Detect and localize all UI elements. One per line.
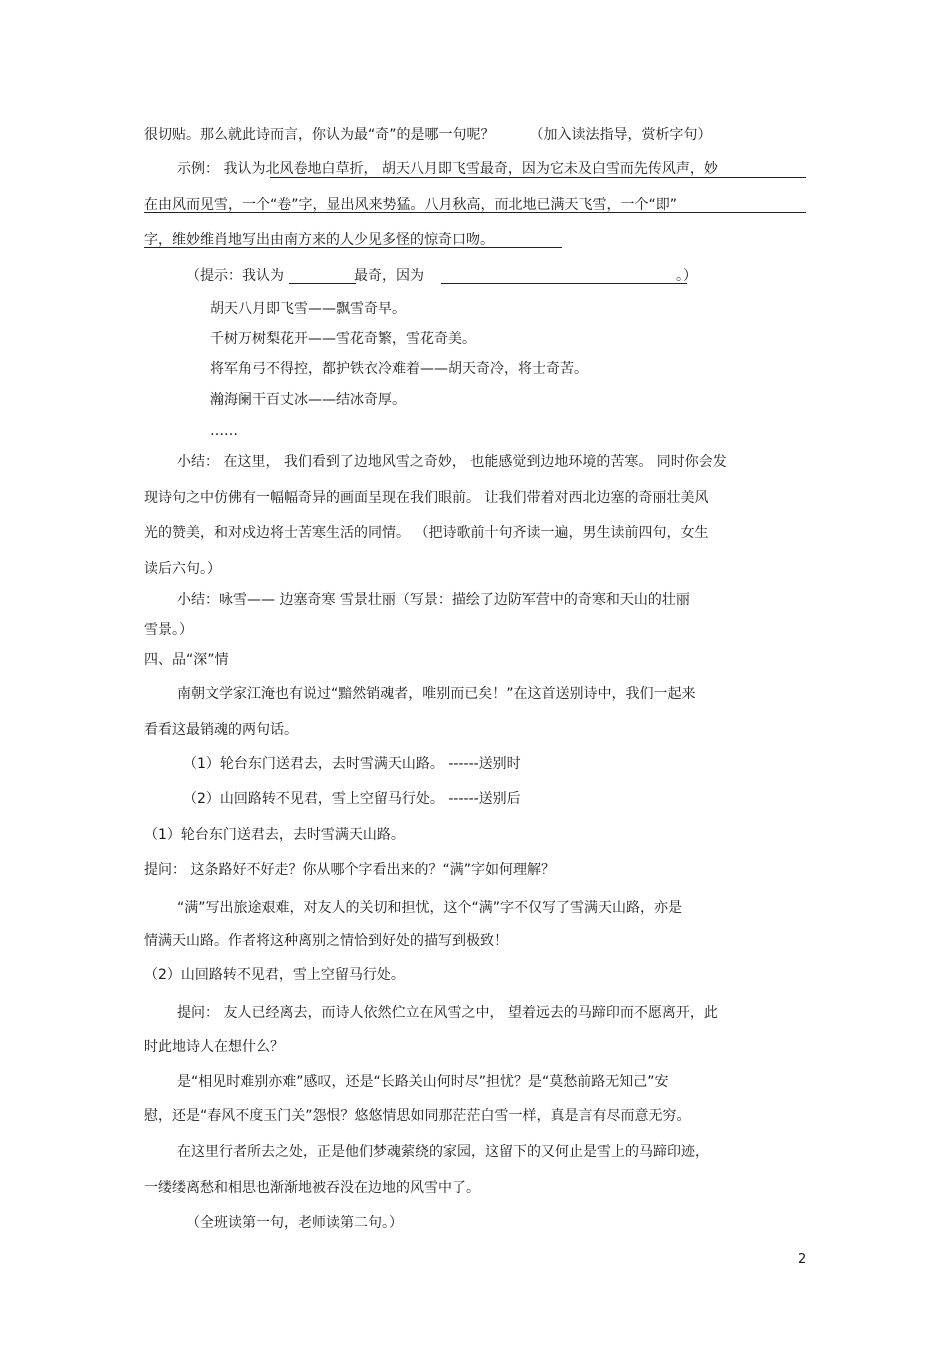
blank-line <box>289 283 356 284</box>
text-line: 看看这最销魂的两句话。 <box>144 722 298 738</box>
text-line: （2）山回路转不见君，雪上空留马行处。 ------送别后 <box>183 791 521 807</box>
text-line: 提问： 友人已经离去，而诗人依然伫立在风雪之中， 望着远去的马蹄印而不愿离开，此 <box>177 1005 718 1021</box>
text-line: 现诗句之中仿佛有一幅幅奇异的画面呈现在我们眼前。 让我们带着对西北边塞的奇丽壮美风 <box>144 490 709 506</box>
text-line: 慰，还是“春风不度玉门关”怨恨？悠悠情思如同那茫茫白雪一样，真是言有尽而意无穷。 <box>144 1108 691 1124</box>
text-line: （1）轮台东门送君去，去时雪满天山路。 <box>144 827 405 843</box>
text-line: 小结：咏雪—— 边塞奇寒 雪景壮丽（写景：描绘了边防军营中的奇寒和天山的壮丽 <box>177 592 690 608</box>
text-line: 南朝文学家江淹也有说过“黯然销魂者，唯别而已矣！”在这首送别诗中，我们一起来 <box>177 686 696 702</box>
text-line: 千树万树梨花开——雪花奇繁，雪花奇美。 <box>210 331 476 347</box>
text-line: （2）山回路转不见君，雪上空留马行处。 <box>144 967 405 983</box>
text-line: …… <box>210 423 238 439</box>
text-line: 在由风而见雪，一个“卷”字，显出风来势猛。八月秋高，而北地已满天飞雪，一个“即” <box>144 197 678 213</box>
section-heading: 四、品“深”情 <box>144 652 229 668</box>
text-line: （全班读第一句，老师读第二句。） <box>186 1215 403 1231</box>
text-line: （1）轮台东门送君去，去时雪满天山路。 ------送别时 <box>183 756 521 772</box>
underline <box>144 247 562 248</box>
text-line: 提问： 这条路好不好走？你从哪个字看出来的？“满”字如何理解？ <box>144 862 555 878</box>
text-line: 光的赞美，和对戍边将士苦寒生活的同情。 （把诗歌前十句齐读一遍，男生读前四句，女生 <box>144 525 709 541</box>
text-line: （提示：我认为 最奇，因为 。） <box>186 268 697 284</box>
page-number: 2 <box>798 1252 807 1267</box>
text-line: 在这里行者所去之处，正是他们梦魂萦绕的家园，这留下的又何止是雪上的马蹄印迹， <box>177 1144 709 1160</box>
underline <box>270 177 806 178</box>
text-line: 很切贴。那么就此诗而言，你认为最“奇”的是哪一句呢？ （加入读法指导，赏析字句） <box>144 127 712 143</box>
text-line: 示例： 我认为北风卷地白草折， 胡天八月即飞雪最奇，因为它未及白雪而先传风声，妙 <box>177 161 718 177</box>
text-line: 胡天八月即飞雪——飘雪奇早。 <box>210 301 406 317</box>
text-line: 一缕缕离愁和相思也渐渐地被吞没在边地的风雪中了。 <box>144 1180 480 1196</box>
text-line: 是“相见时难别亦难”感叹，还是“长路关山何时尽”担忧？是“莫愁前路无知己”安 <box>177 1074 669 1090</box>
text-line: 字，维妙维肖地写出由南方来的人少见多怪的惊奇口吻。 <box>144 232 494 248</box>
text-line: “满”写出旅途艰难，对友人的关切和担忧，这个“满”字不仅写了雪满天山路，亦是 <box>177 900 683 916</box>
underline <box>144 212 806 213</box>
text-line: 雪景。） <box>144 622 193 638</box>
text-line: 小结： 在这里， 我们看到了边地风雪之奇妙， 也能感觉到边地环境的苦寒。 同时你会发 <box>177 454 727 470</box>
text-line: 读后六句。） <box>144 561 221 577</box>
text-line: 情满天山路。作者将这种离别之情恰到好处的描写到极致！ <box>144 933 508 949</box>
text-line: 瀚海阑干百丈冰——结冰奇厚。 <box>210 392 406 408</box>
blank-line <box>441 283 687 284</box>
text-line: 将军角弓不得控，都护铁衣冷难着——胡天奇冷，将士奇苦。 <box>210 361 588 377</box>
text-line: 时此地诗人在想什么？ <box>144 1039 284 1055</box>
